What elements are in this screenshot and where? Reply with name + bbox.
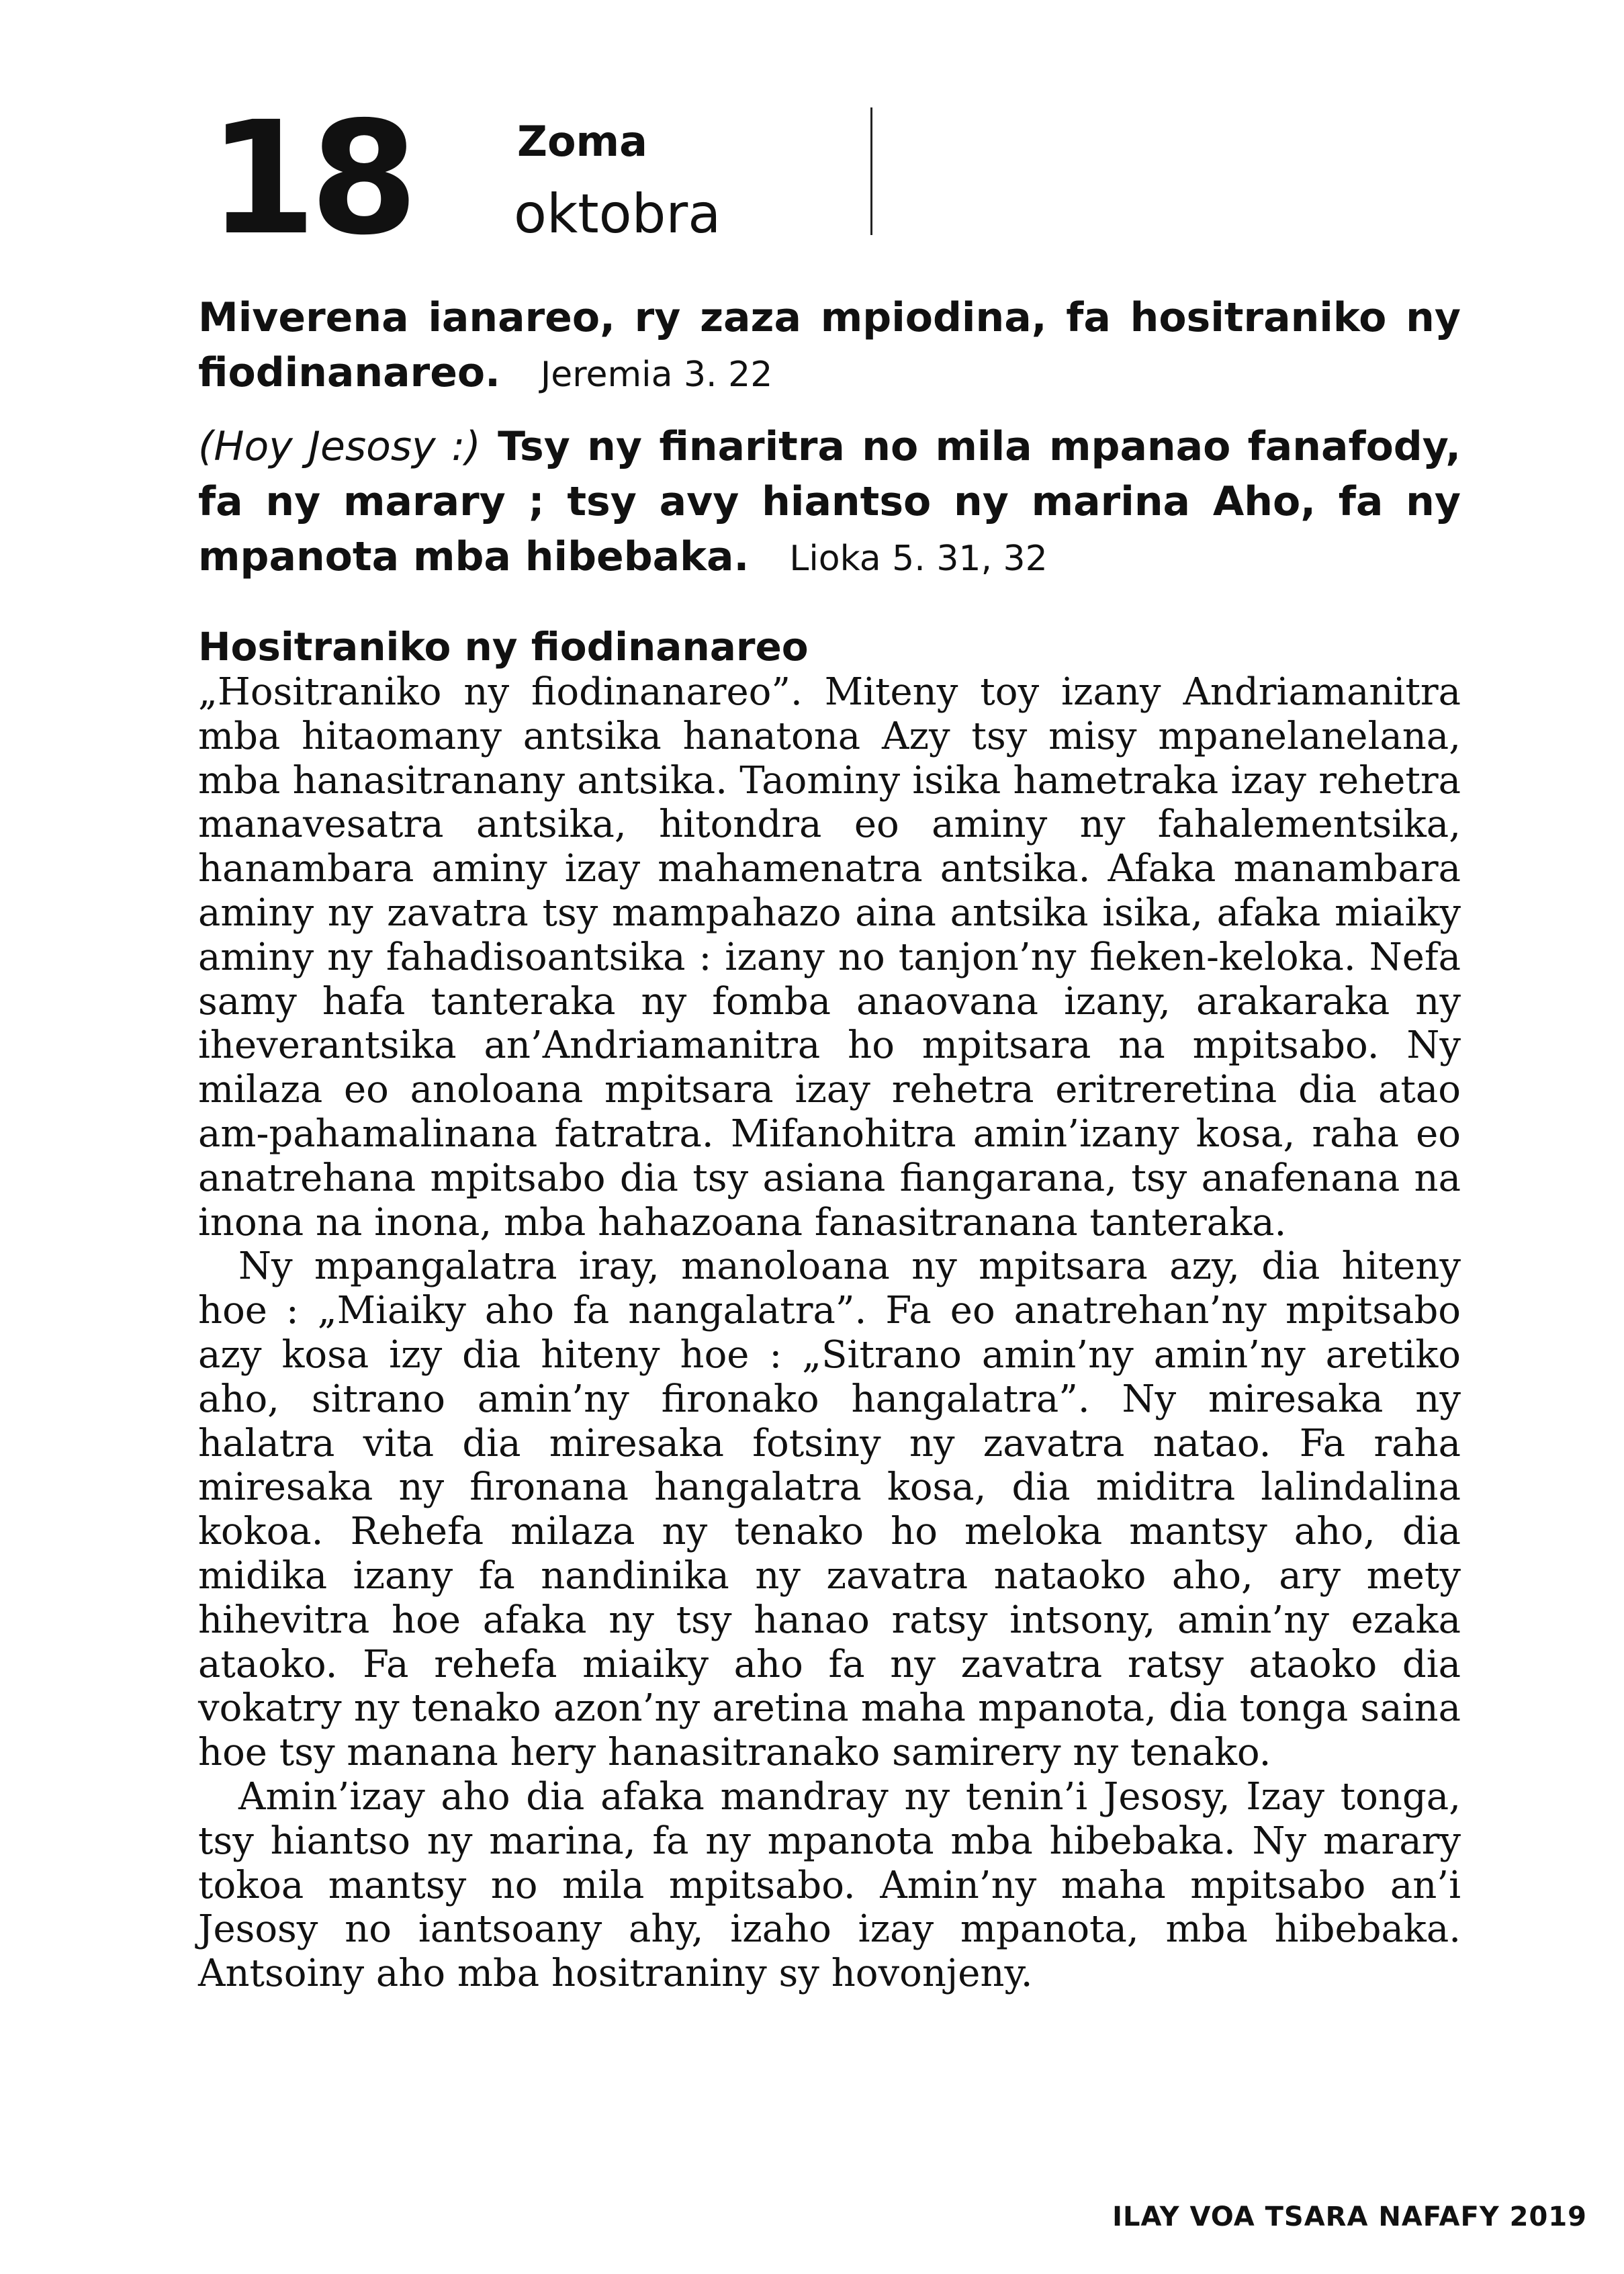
meditation-title: Hositraniko ny fiodinanareo bbox=[198, 624, 809, 670]
date-header bbox=[208, 88, 947, 269]
verse-reference: Jeremia 3. 22 bbox=[540, 355, 773, 395]
month-label: oktobra bbox=[514, 183, 721, 245]
verse-text: Miverena ianareo, ry zaza mpiodina, fa hositraniko ny fiodinanareo. bbox=[198, 294, 1461, 396]
paragraph: Ny mpangalatra iray, manoloana ny mpitsara azy, dia hiteny hoe : „Miaiky aho fa nangalatra”. Fa eo anatrehan’ny mpitsabo azy kosa izy dia hiteny hoe : „Sitrano amin’ny amin’ny aretiko aho, sitrano amin’ny fironako hangalatra”. Ny miresaka ny halatra vita dia miresaka fotsiny ny zavatra natao. Fa raha miresaka ny fironana hangalatra kosa, dia miditra lalindalina kokoa. Rehefa milaza ny tenako ho meloka mantsy aho, dia midika izany fa nandinika ny zavatra nataoko aho, ary mety hihevitra hoe afaka ny tsy hanao ratsy intsony, amin’ny ezaka ataoko. Fa rehefa miaiky aho fa ny zavatra ratsy ataoko dia vokatry ny tenako azon’ny aretina maha mpanota, dia tonga saina hoe tsy manana hery hanasitranako samirery ny tenako. bbox=[198, 1244, 1461, 1775]
paragraph: „Hositraniko ny fiodinanareo”. Miteny toy izany Andriamanitra mba hitaomany antsika hanatona Azy tsy misy mpanelanelana, mba hanasitranany antsika. Taominy isika hametraka izay rehetra manavesatra antsika, hitondra eo aminy ny fahalementsika, hanambara aminy izay mahamenatra antsika. Afaka manambara aminy ny zavatra tsy mampahazo aina antsika isika, afaka miaiky aminy ny fahadisoantsika : izany no tanjon’ny fieken-keloka. Nefa samy hafa tanteraka ny fomba anaovana izany, arakaraka ny iheverantsika an’Andriamanitra ho mpitsara na mpitsabo. Ny milaza eo anoloana mpitsara izay rehetra eritreretina dia atao am-pahamalinana fatratra. Mifanohitra amin’izany kosa, raha eo anatrehana mpitsabo dia tsy asiana fiangarana, tsy anafenana na inona na inona, mba hahazoana fanasitranana tanteraka. bbox=[198, 670, 1461, 1244]
verse-reference: Lioka 5. 31, 32 bbox=[789, 539, 1048, 579]
paragraph: Amin’izay aho dia afaka mandray ny tenin’i Jesosy, Izay tonga, tsy hiantso ny marina, fa ny mpanota mba hibebaka. Ny marary tokoa mantsy no mila mpitsabo. Amin’ny maha mpitsabo an’i Jesosy no iantsoany ahy, izaho izay mpanota, mba hibebaka. Antsoiny aho mba hositraniny sy hovonjeny. bbox=[198, 1774, 1461, 1996]
verse-text: Tsy ny finaritra no mila mpanao fanafody, fa ny marary ; tsy avy hiantso ny marina Aho, fa ny mpanota mba hibebaka. bbox=[198, 423, 1461, 580]
verse-old-testament bbox=[198, 290, 1461, 402]
header-divider bbox=[870, 107, 872, 235]
publication-footer: ILAY VOA TSARA NAFAFY 2019 bbox=[1112, 2201, 1587, 2232]
weekday-label: Zoma bbox=[517, 117, 647, 166]
verse-new-testament bbox=[198, 419, 1461, 586]
verse-speaker-prefix: (Hoy Jesosy :) bbox=[198, 423, 481, 470]
meditation-body bbox=[198, 670, 1461, 1996]
day-number: 18 bbox=[208, 88, 412, 269]
